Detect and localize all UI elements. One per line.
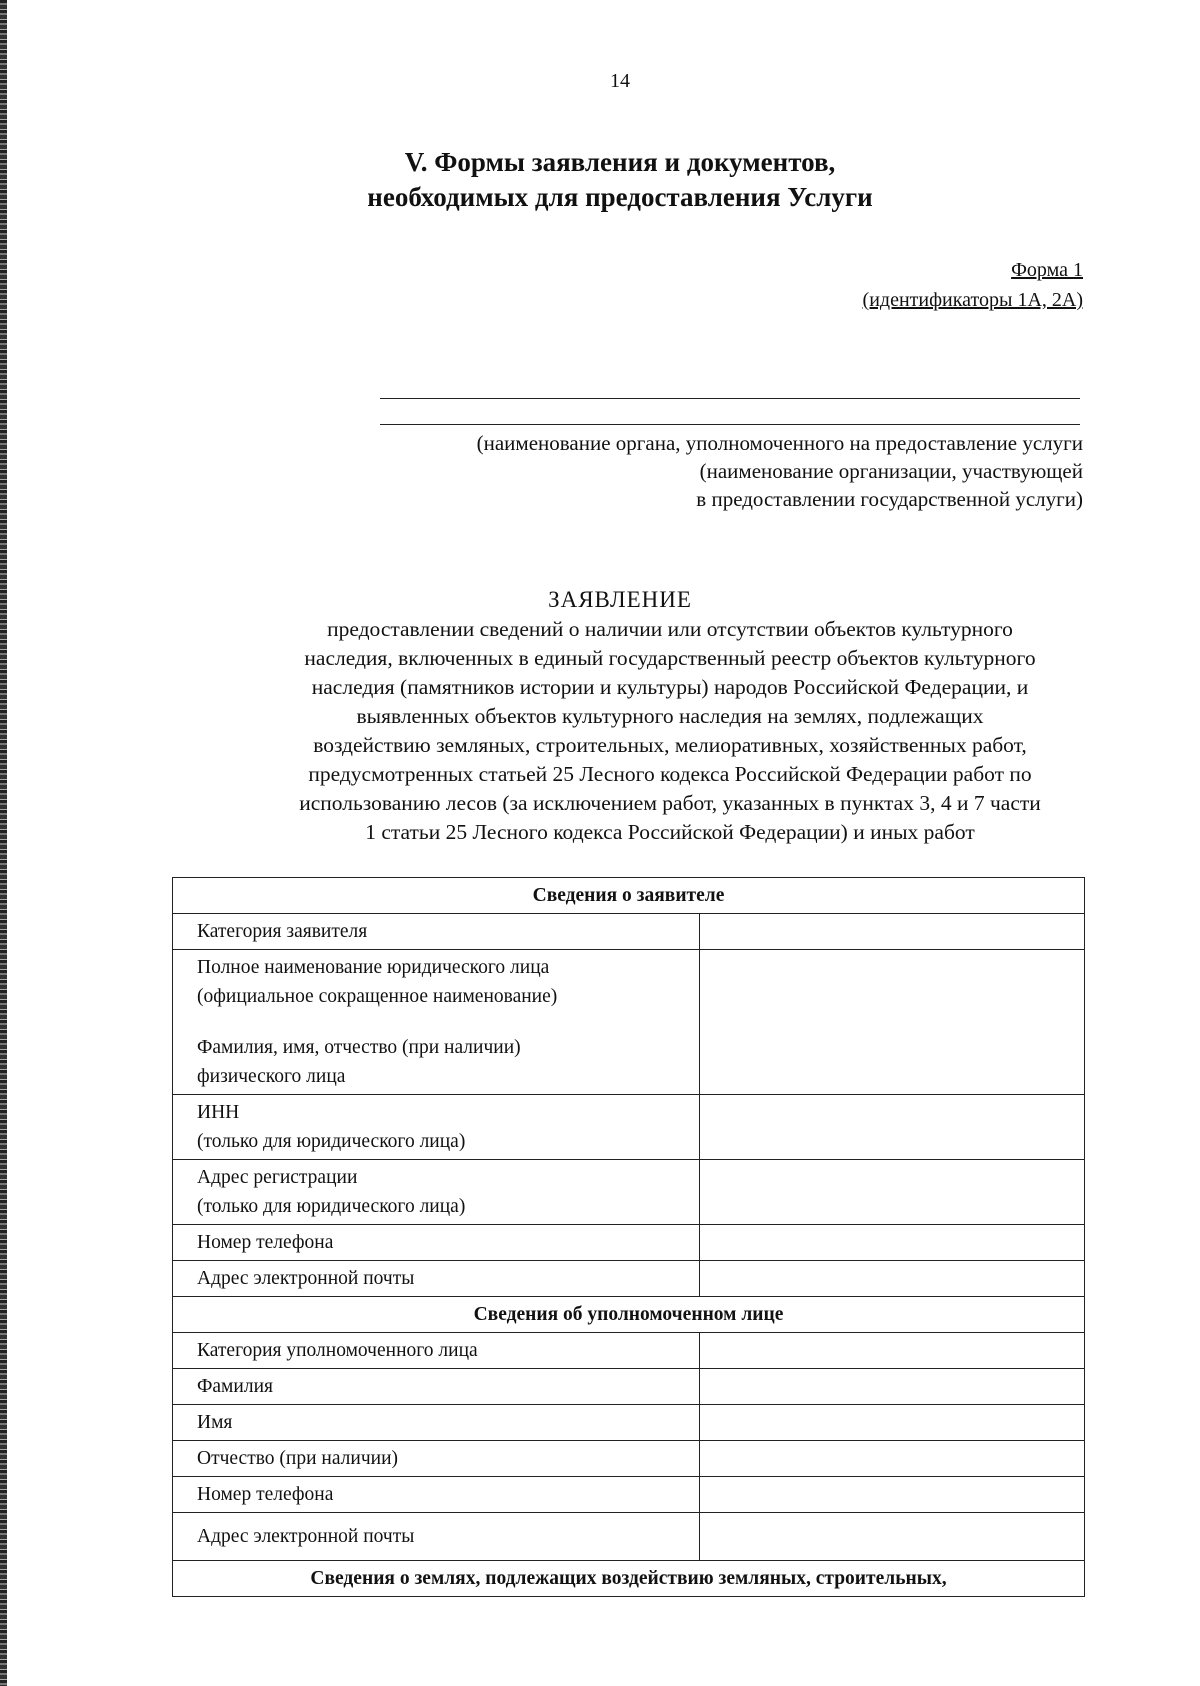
table-row bbox=[173, 914, 1085, 950]
authority-blank-line-2 bbox=[380, 424, 1080, 425]
table-row bbox=[173, 1333, 1085, 1369]
form-reference bbox=[863, 255, 1083, 315]
applicant-address-label bbox=[173, 1160, 700, 1225]
statement-line: 1 статьи 25 Лесного кодекса Российской Федерации) и иных работ bbox=[365, 820, 975, 844]
applicant-category-label: Категория заявителя bbox=[173, 914, 700, 950]
representative-patronymic-field[interactable] bbox=[700, 1441, 1085, 1477]
applicant-inn-label-line: ИНН bbox=[197, 1102, 240, 1123]
applicant-name-label-line: физического лица bbox=[197, 1066, 346, 1087]
page-number: 14 bbox=[610, 70, 630, 92]
table-row bbox=[173, 1261, 1085, 1297]
applicant-category-field[interactable] bbox=[700, 914, 1085, 950]
statement-line: наследия, включенных в единый государственный реестр объектов культурного bbox=[304, 646, 1036, 670]
statement-body bbox=[230, 615, 1110, 847]
representative-patronymic-label: Отчество (при наличии) bbox=[173, 1441, 700, 1477]
applicant-inn-field[interactable] bbox=[700, 1095, 1085, 1160]
applicant-address-label-line: Адрес регистрации bbox=[197, 1167, 358, 1188]
table-row bbox=[173, 1095, 1085, 1160]
section-title bbox=[0, 145, 1200, 215]
table-row bbox=[173, 1477, 1085, 1513]
table-row bbox=[173, 950, 1085, 1095]
table-row bbox=[173, 1513, 1085, 1561]
applicant-address-field[interactable] bbox=[700, 1160, 1085, 1225]
applicant-address-label-line: (только для юридического лица) bbox=[197, 1196, 466, 1217]
form-identifiers: (идентификаторы 1А, 2А) bbox=[862, 289, 1083, 311]
section-title-line-1: V. Формы заявления и документов, bbox=[404, 147, 836, 177]
authority-caption-line-1: (наименование органа, уполномоченного на предоставление услуги bbox=[476, 431, 1083, 455]
applicant-section-header: Сведения о заявителе bbox=[173, 878, 1085, 914]
section-title-line-2: необходимых для предоставления Услуги bbox=[367, 182, 873, 212]
statement-title: ЗАЯВЛЕНИЕ bbox=[548, 587, 692, 612]
applicant-inn-label-line: (только для юридического лица) bbox=[197, 1131, 466, 1152]
statement-line: использованию лесов (за исключением работ, указанных в пунктах 3, 4 и 7 части bbox=[299, 791, 1041, 815]
representative-phone-field[interactable] bbox=[700, 1477, 1085, 1513]
applicant-inn-label bbox=[173, 1095, 700, 1160]
applicant-name-field[interactable] bbox=[700, 950, 1085, 1095]
representative-first-name-label: Имя bbox=[173, 1405, 700, 1441]
lands-section-header: Сведения о землях, подлежащих воздействию земляных, строительных, bbox=[173, 1561, 1085, 1597]
form-number: Форма 1 bbox=[1011, 259, 1083, 281]
statement-line: выявленных объектов культурного наследия на землях, подлежащих bbox=[356, 704, 984, 728]
representative-surname-label: Фамилия bbox=[173, 1369, 700, 1405]
applicant-phone-label: Номер телефона bbox=[173, 1225, 700, 1261]
representative-first-name-field[interactable] bbox=[700, 1405, 1085, 1441]
scan-edge bbox=[0, 0, 7, 1686]
authority-caption-line-3: в предоставлении государственной услуги) bbox=[696, 487, 1083, 511]
representative-category-field[interactable] bbox=[700, 1333, 1085, 1369]
statement-line: наследия (памятников истории и культуры) народов Российской Федерации, и bbox=[311, 675, 1029, 699]
table-row bbox=[173, 1160, 1085, 1225]
applicant-email-label: Адрес электронной почты bbox=[173, 1261, 700, 1297]
statement-line: предоставлении сведений о наличии или отсутствии объектов культурного bbox=[327, 617, 1013, 641]
applicant-phone-field[interactable] bbox=[700, 1225, 1085, 1261]
representative-phone-label: Номер телефона bbox=[173, 1477, 700, 1513]
representative-email-label: Адрес электронной почты bbox=[173, 1513, 700, 1561]
representative-section-header: Сведения об уполномоченном лице bbox=[173, 1297, 1085, 1333]
applicant-name-label-line: Полное наименование юридического лица bbox=[197, 957, 550, 978]
representative-surname-field[interactable] bbox=[700, 1369, 1085, 1405]
spacer bbox=[197, 1011, 675, 1033]
statement-line: воздействию земляных, строительных, мелиоративных, хозяйственных работ, bbox=[313, 733, 1027, 757]
authority-caption-line-2: (наименование организации, участвующей bbox=[699, 459, 1083, 483]
table-row bbox=[173, 1369, 1085, 1405]
authority-caption bbox=[477, 429, 1083, 513]
table-row bbox=[173, 1225, 1085, 1261]
representative-email-field[interactable] bbox=[700, 1513, 1085, 1561]
applicant-name-label-line: (официальное сокращенное наименование) bbox=[197, 986, 558, 1007]
applicant-email-field[interactable] bbox=[700, 1261, 1085, 1297]
applicant-name-label-line: Фамилия, имя, отчество (при наличии) bbox=[197, 1037, 521, 1058]
representative-category-label: Категория уполномоченного лица bbox=[173, 1333, 700, 1369]
statement-line: предусмотренных статьей 25 Лесного кодекса Российской Федерации работ по bbox=[308, 762, 1032, 786]
applicant-name-label bbox=[173, 950, 700, 1095]
table-row bbox=[173, 1441, 1085, 1477]
table-row bbox=[173, 1405, 1085, 1441]
applicant-info-table bbox=[172, 877, 1085, 1597]
authority-blank-line-1 bbox=[380, 398, 1080, 399]
